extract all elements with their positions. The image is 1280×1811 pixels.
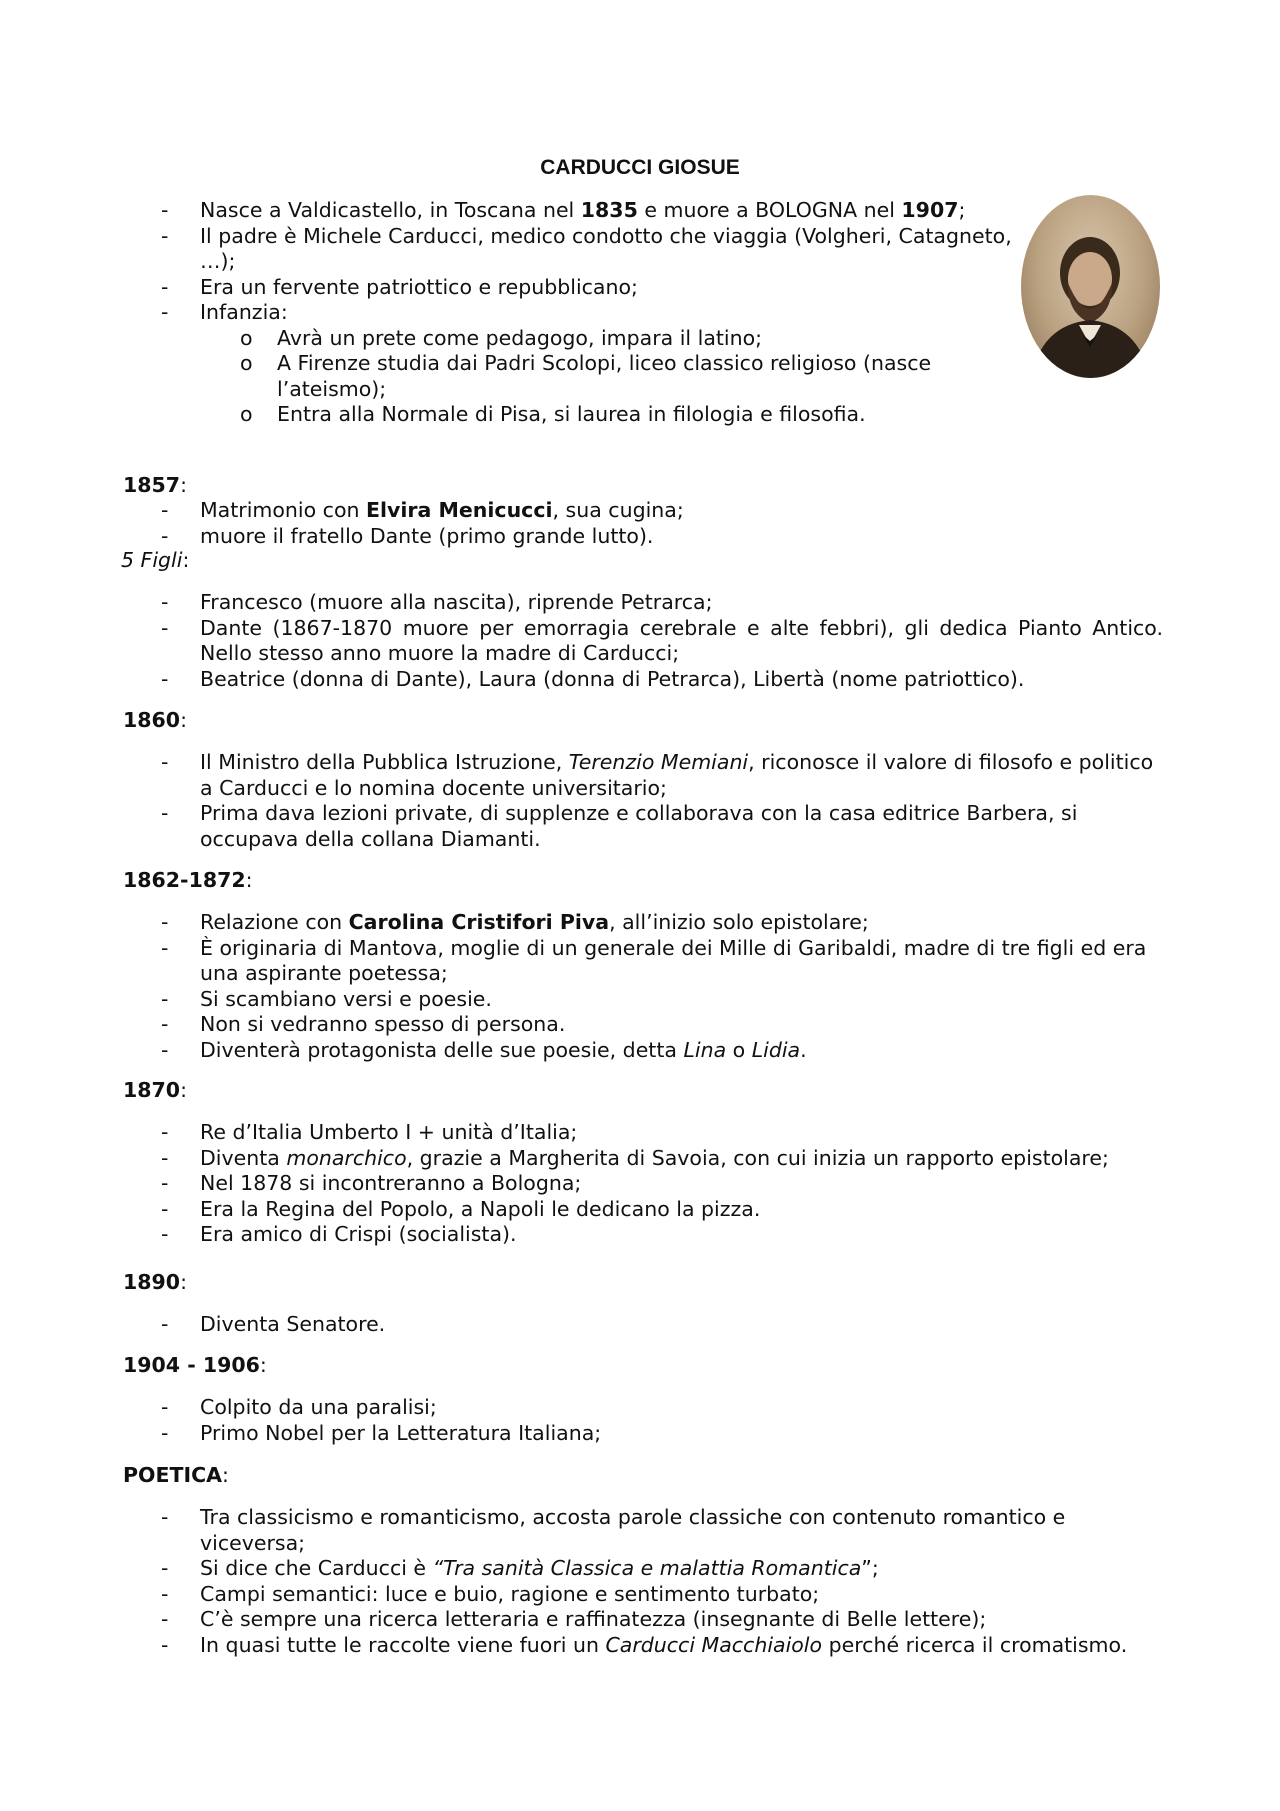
- text: , all’inizio solo epistolare;: [609, 910, 869, 934]
- text: , grazie a Margherita di Savoia, con cui inizia un rapporto epistolare;: [406, 1145, 1109, 1170]
- text: Era un fervente patriottico e repubblicano;: [200, 274, 638, 299]
- section-label-1860: [123, 708, 187, 733]
- section-label-1870: [123, 1078, 187, 1103]
- list-item: [123, 1633, 1160, 1659]
- list-item: [123, 1146, 1163, 1172]
- colon: :: [259, 1353, 267, 1377]
- text: Matrimonio con: [200, 498, 366, 522]
- list-item: [123, 1222, 1163, 1248]
- text: Non si vedranno spesso di persona.: [200, 1012, 566, 1036]
- label-text: 5 Figli: [121, 548, 183, 572]
- section-label-poetica: [123, 1463, 229, 1488]
- list-item: o Avrà un prete come pedagogo, impara il latino;: [123, 326, 993, 352]
- text: Il Ministro della Pubblica Istruzione,: [200, 750, 569, 774]
- section-1870: [123, 1120, 1163, 1248]
- list-item: [123, 224, 1040, 275]
- list-item: [123, 750, 1163, 801]
- list: [123, 1120, 1163, 1248]
- text: Era amico di Crispi (socialista).: [200, 1222, 517, 1246]
- list-item: [123, 910, 1163, 936]
- label-text: 1904 - 1906: [123, 1353, 260, 1377]
- list-item: [123, 936, 1163, 987]
- page-title: CARDUCCI GIOSUE: [540, 156, 740, 179]
- name: Terenzio Memiani: [568, 750, 749, 774]
- name: Lina: [683, 1037, 727, 1062]
- quote: “Tra sanità Classica e malattia Romantica: [432, 1556, 862, 1580]
- colon: :: [221, 1463, 229, 1487]
- text: C’è sempre una ricerca letteraria e raffinatezza (insegnante di Belle lettere);: [200, 1607, 987, 1631]
- emphasis: monarchico: [286, 1145, 407, 1170]
- list-item: [123, 1421, 1163, 1447]
- colon: :: [180, 473, 187, 497]
- text: Diventa: [200, 1145, 287, 1170]
- text: .: [800, 1037, 807, 1062]
- text: , riconosce il valore di filosofo e politico a Carducci e lo nomina docente universitario;: [200, 750, 1154, 800]
- name: Carolina Cristifori Piva: [348, 910, 610, 934]
- list-item: [123, 1171, 1163, 1197]
- list-item: [123, 1038, 1163, 1064]
- section-1857: [123, 498, 1163, 549]
- list-item: [123, 1312, 1163, 1338]
- list-item: [123, 801, 1163, 852]
- list-item: [123, 1197, 1163, 1223]
- text: , sua cugina;: [552, 498, 684, 522]
- list-item: [123, 1556, 1163, 1582]
- label-text: 1860: [123, 708, 181, 732]
- list-item: [123, 1505, 1160, 1556]
- list: [123, 1505, 1163, 1658]
- name: Lidia: [751, 1037, 801, 1062]
- text: Si dice che Carducci è: [200, 1556, 433, 1580]
- text: Infanzia:: [200, 300, 288, 324]
- list-item: [123, 300, 1163, 326]
- list: [123, 750, 1163, 852]
- list: [123, 498, 1163, 549]
- text: Era la Regina del Popolo, a Napoli le dedicano la pizza.: [200, 1196, 761, 1221]
- list-item: [123, 987, 1163, 1013]
- section-1860: [123, 750, 1163, 852]
- text: Il padre è Michele Carducci, medico condotto che viaggia (Volgheri, Catagneto, …);: [200, 223, 1012, 273]
- section-label-1862-1872: [123, 868, 253, 893]
- name: Elvira Menicucci: [366, 498, 553, 522]
- list-item: [123, 498, 1163, 524]
- text: Campi semantici: luce e buio, ragione e sentimento turbato;: [200, 1581, 820, 1606]
- text: e muore a BOLOGNA nel: [637, 198, 902, 222]
- colon: :: [180, 708, 187, 732]
- text: In quasi tutte le raccolte viene fuori un: [200, 1632, 606, 1657]
- list: [123, 590, 1163, 692]
- text: Diventerà protagonista delle sue poesie, detta: [200, 1037, 684, 1062]
- text: Si scambiano versi e poesie.: [200, 986, 492, 1011]
- text: È originaria di Mantova, moglie di un generale dei Mille di Garibaldi, madre di tre figli ed era una aspirante poetessa;: [200, 935, 1147, 985]
- intro-section: [123, 198, 1163, 428]
- list-item: - Beatrice (donna di Dante), Laura (donna di Petrarca), Libertà (nome patriottico).: [123, 667, 1163, 693]
- list-item: [123, 275, 1163, 301]
- label-text: 1862-1872: [123, 868, 246, 892]
- colon: :: [180, 1270, 187, 1294]
- section-figli: [123, 590, 1163, 692]
- text: Diventa Senatore.: [200, 1312, 386, 1336]
- text: Prima dava lezioni private, di supplenze e collaborava con la casa editrice Barbera, si occupava della collana Diamanti.: [200, 801, 1078, 851]
- text: muore il fratello Dante (primo grande lutto).: [200, 523, 654, 548]
- colon: :: [245, 868, 253, 892]
- list-item: [123, 1120, 1163, 1146]
- list-item: - Francesco (muore alla nascita), riprende Petrarca;: [123, 590, 1163, 616]
- list: [123, 1395, 1163, 1446]
- section-label-1904-1906: [123, 1353, 267, 1378]
- list-item: [123, 1395, 1163, 1421]
- list: [123, 910, 1163, 1063]
- year-death: 1907: [901, 198, 959, 222]
- text: ”;: [861, 1556, 879, 1580]
- label-text: 1890: [123, 1270, 181, 1294]
- text: Nasce a Valdicastello, in Toscana nel: [200, 198, 581, 222]
- list: [123, 1312, 1163, 1338]
- colon: :: [182, 548, 190, 572]
- text: Relazione con: [200, 910, 349, 934]
- emphasis: Carducci Macchiaiolo: [605, 1632, 823, 1657]
- label-text: POETICA: [123, 1463, 222, 1487]
- text: Primo Nobel per la Letteratura Italiana;: [200, 1420, 602, 1445]
- year-birth: 1835: [580, 198, 638, 222]
- text: Re d’Italia Umberto I + unità d’Italia;: [200, 1120, 578, 1144]
- section-label-1890: [123, 1270, 187, 1295]
- list-item: [123, 198, 1040, 224]
- section-poetica: [123, 1505, 1163, 1658]
- list-item: o Entra alla Normale di Pisa, si laurea in filologia e filosofia.: [123, 402, 993, 428]
- section-1862-1872: [123, 910, 1163, 1063]
- text: ;: [958, 198, 966, 222]
- section-1904-1906: [123, 1395, 1163, 1446]
- text: Tra classicismo e romanticismo, accosta parole classiche con contenuto romantico e viceversa;: [200, 1505, 1066, 1555]
- label-text: 1857: [123, 473, 181, 497]
- list-item: [123, 524, 1163, 550]
- list-item: [123, 1012, 1163, 1038]
- label-text: 1870: [123, 1078, 181, 1102]
- colon: :: [180, 1078, 187, 1102]
- text: Nel 1878 si incontreranno a Bologna;: [200, 1171, 582, 1195]
- list-item: [123, 1582, 1163, 1608]
- intro-list: [123, 198, 1163, 326]
- infanzia-list: [123, 326, 993, 428]
- section-1890: [123, 1312, 1163, 1338]
- text: Colpito da una paralisi;: [200, 1395, 437, 1419]
- section-label-1857: [123, 473, 187, 498]
- list-item: - Dante (1867-1870 muore per emorragia cerebrale e alte febbri), gli dedica Pianto Antico. Nello stesso anno muore la madre di Carducci;: [123, 616, 1163, 667]
- list-item: o A Firenze studia dai Padri Scolopi, liceo classico religioso (nasce l’ateismo);: [123, 351, 993, 402]
- list-item: [123, 1607, 1163, 1633]
- section-label-figli: [121, 548, 189, 573]
- text: perché ricerca il cromatismo.: [822, 1632, 1128, 1657]
- text: o: [726, 1037, 752, 1062]
